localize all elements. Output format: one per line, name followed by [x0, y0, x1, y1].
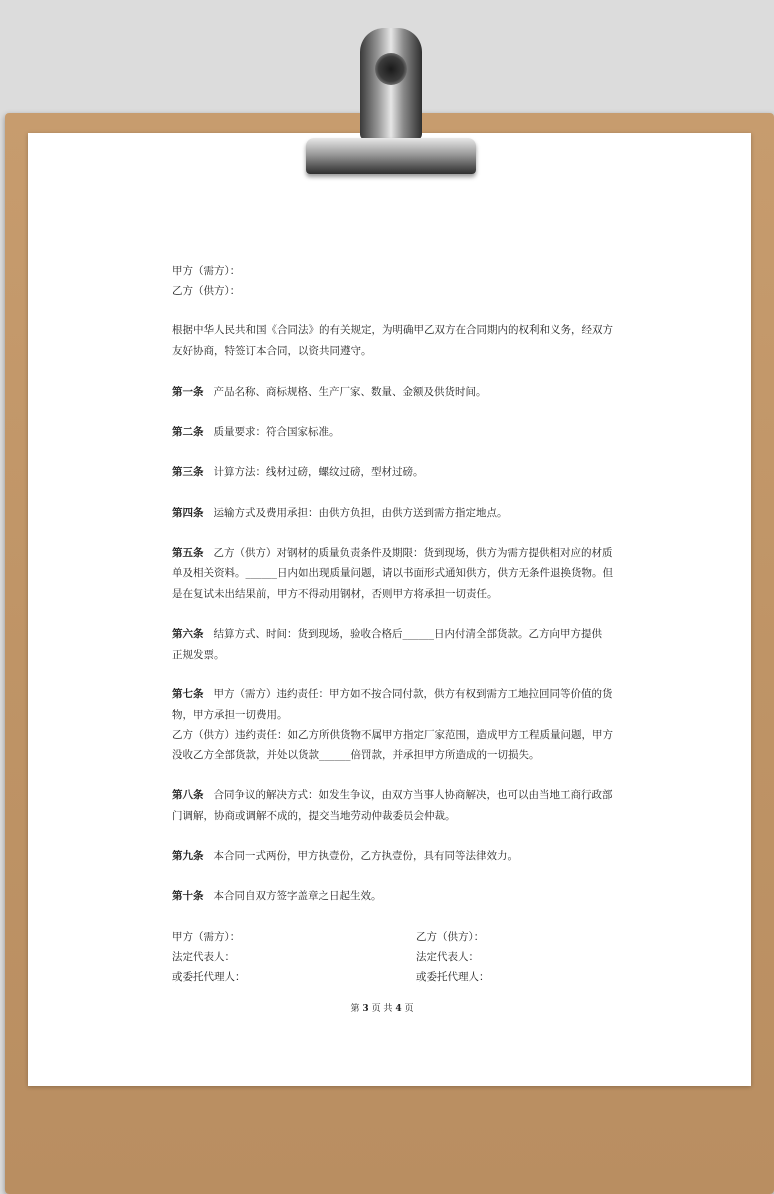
signature-party-b: 乙方（供方）：: [416, 931, 485, 943]
article-10-label: 第十条: [172, 890, 204, 902]
page-suffix: 页: [404, 1004, 414, 1014]
signature-agent-b: 或委托代理人：: [416, 971, 490, 983]
party-a-line: 甲方（需方）：: [172, 265, 241, 277]
signature-rep-b: 法定代表人：: [416, 951, 479, 963]
article-6-label: 第六条: [172, 628, 204, 640]
signature-party-a: 甲方（需方）：: [172, 931, 241, 943]
preamble-line-1: 根据中华人民共和国《合同法》的有关规定，为明确甲乙双方在合同期内的权利和义务，经双方: [172, 324, 613, 336]
article-9-label: 第九条: [172, 850, 204, 862]
signature-agent-a: 或委托代理人：: [172, 971, 246, 983]
article-1-label: 第一条: [172, 386, 204, 398]
article-7-line-4: 没收乙方全部货款，并处以货款______倍罚款，并承担甲方所造成的一切损失。: [172, 749, 540, 761]
article-8-label: 第八条: [172, 789, 204, 801]
binder-clip-base: [306, 138, 476, 174]
article-4-label: 第四条: [172, 507, 204, 519]
article-5-line-2: 单及相关资料。______日内如出现质量问题，请以书面形式通知供方，供方无条件退换货物。但: [172, 567, 613, 579]
page-total: 4: [395, 1004, 402, 1014]
article-8-line-1: [172, 785, 613, 805]
article-4-text: 运输方式及费用承担：由供方负担，由供方送到需方指定地点。: [213, 507, 508, 519]
article-7-text-1: 甲方（需方）违约责任：甲方如不按合同付款，供方有权到需方工地拉回同等价值的货: [213, 688, 613, 700]
article-3: [172, 462, 424, 482]
article-2: [172, 422, 340, 442]
page-number: [172, 999, 592, 1019]
article-4: [172, 503, 508, 523]
article-2-label: 第二条: [172, 426, 204, 438]
article-7-label: 第七条: [172, 688, 204, 700]
article-6-line-1: [172, 624, 602, 644]
article-6-text-1: 结算方式、时间：货到现场，验收合格后______日内付清全部货款。乙方向甲方提供: [213, 628, 602, 640]
page-current: 3: [362, 1004, 369, 1014]
article-8-line-2: 门调解，协商或调解不成的，提交当地劳动仲裁委员会仲裁。: [172, 810, 456, 822]
party-b-line: 乙方（供方）：: [172, 285, 241, 297]
article-7-line-3: 乙方（供方）违约责任：如乙方所供货物不属甲方指定厂家范围，造成甲方工程质量问题，甲方: [172, 729, 613, 741]
contract-page: [28, 133, 751, 1086]
article-2-text: 质量要求：符合国家标准。: [213, 426, 340, 438]
article-5-label: 第五条: [172, 547, 204, 559]
article-9: [172, 846, 518, 866]
binder-clip-hole: [375, 53, 407, 85]
article-5-line-3: 是在复试未出结果前，甲方不得动用钢材，否则甲方将承担一切责任。: [172, 588, 498, 600]
article-7-line-2: 物，甲方承担一切费用。: [172, 709, 288, 721]
article-1: [172, 382, 487, 402]
article-3-text: 计算方法：线材过磅，螺纹过磅，型材过磅。: [213, 466, 424, 478]
article-5-text-1: 乙方（供方）对钢材的质量负责条件及期限：货到现场，供方为需方提供相对应的材质: [213, 547, 613, 559]
page-prefix: 第: [350, 1004, 360, 1014]
article-7-line-1: [172, 684, 613, 704]
article-9-text: 本合同一式两份，甲方执壹份，乙方执壹份，具有同等法律效力。: [213, 850, 518, 862]
preamble-line-2: 友好协商，特签订本合同，以资共同遵守。: [172, 345, 372, 357]
article-3-label: 第三条: [172, 466, 204, 478]
article-6-line-2: 正规发票。: [172, 649, 225, 661]
signature-rep-a: 法定代表人：: [172, 951, 235, 963]
page-middle: 页 共: [371, 1004, 393, 1014]
article-8-text-1: 合同争议的解决方式：如发生争议，由双方当事人协商解决，也可以由当地工商行政部: [213, 789, 613, 801]
article-10: [172, 886, 382, 906]
article-1-text: 产品名称、商标规格、生产厂家、数量、金额及供货时间。: [213, 386, 487, 398]
article-10-text: 本合同自双方签字盖章之日起生效。: [213, 890, 382, 902]
article-5-line-1: [172, 543, 613, 563]
